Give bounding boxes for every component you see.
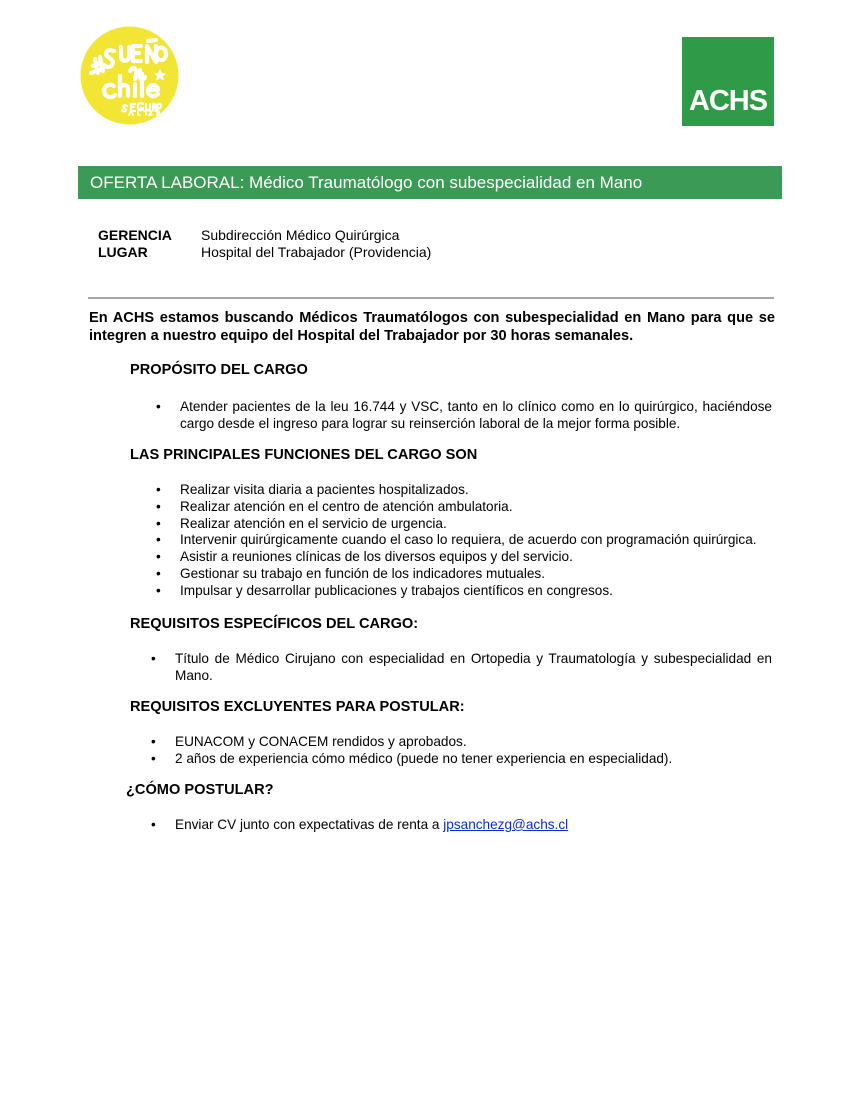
proposito-heading: PROPÓSITO DEL CARGO bbox=[130, 362, 308, 378]
list-item bbox=[156, 582, 780, 600]
meta-gerencia-row bbox=[98, 227, 431, 244]
job-meta bbox=[98, 227, 431, 261]
funciones-list bbox=[156, 482, 780, 600]
meta-lugar-row bbox=[98, 244, 431, 261]
excluyentes-heading: REQUISITOS EXCLUYENTES PARA POSTULAR: bbox=[130, 699, 465, 715]
bullet-icon: • bbox=[156, 482, 161, 497]
list-item bbox=[156, 482, 780, 499]
bullet-icon: • bbox=[156, 582, 161, 598]
list-item bbox=[151, 816, 775, 833]
bullet-icon: • bbox=[151, 751, 156, 766]
list-item bbox=[156, 398, 772, 432]
bullet-icon: • bbox=[156, 549, 161, 565]
especificos-heading: REQUISITOS ESPECÍFICOS DEL CARGO: bbox=[130, 616, 419, 632]
intro-paragraph: En ACHS estamos buscando Médicos Traumatólogos con subespecialidad en Mano para que se integren a nuestro equipo del Hospital del Trabajador por 30 horas semanales. bbox=[89, 310, 775, 344]
list-item-text: Impulsar y desarrollar publicaciones y trabajos científicos en congresos. bbox=[180, 582, 613, 598]
list-item-text: Asistir a reuniones clínicas de los diversos equipos y del servicio. bbox=[180, 549, 573, 565]
bullet-icon: • bbox=[156, 498, 161, 514]
list-item-text: 2 años de experiencia cómo médico (puede no tener experiencia en especialidad). bbox=[175, 751, 673, 766]
list-item bbox=[151, 750, 775, 767]
list-item-text: Intervenir quirúrgicamente cuando el caso lo requiera, de acuerdo con programación quirúrgica. bbox=[180, 532, 757, 548]
list-item-text: Realizar visita diaria a pacientes hospitalizados. bbox=[180, 482, 469, 497]
proposito-list bbox=[156, 398, 772, 432]
list-item-text: Realizar atención en el servicio de urgencia. bbox=[180, 515, 447, 531]
achs-logo-text: ACHS bbox=[688, 85, 768, 117]
list-item-text: Título de Médico Cirujano con especialidad en Ortopedia y Traumatología y subespecialidad en Mano. bbox=[175, 651, 772, 683]
list-item bbox=[151, 733, 775, 750]
bullet-icon: • bbox=[156, 565, 161, 581]
gerencia-value: Subdirección Médico Quirúrgica bbox=[201, 227, 400, 243]
list-item-text: Gestionar su trabajo en función de los indicadores mutuales. bbox=[180, 565, 545, 581]
job-offer-banner: OFERTA LABORAL: Médico Traumatólogo con subespecialidad en Mano bbox=[78, 166, 782, 199]
postular-text: Enviar CV junto con expectativas de renta a bbox=[175, 817, 444, 832]
email-link[interactable]: jpsanchezg@achs.cl bbox=[443, 817, 569, 832]
list-item bbox=[156, 498, 780, 516]
list-item bbox=[156, 515, 780, 533]
gerencia-label: GERENCIA bbox=[98, 227, 172, 243]
list-item-text: Atender pacientes de la leu 16.744 y VSC, tanto en lo clínico como en lo quirúrgico, haciéndose cargo desde el ingreso para lograr su reinserción laboral de la mejor forma posible. bbox=[180, 399, 772, 431]
bullet-icon: • bbox=[151, 651, 156, 666]
list-item bbox=[151, 650, 772, 684]
postular-list bbox=[151, 816, 775, 833]
bullet-icon: • bbox=[156, 399, 161, 414]
excluyentes-list bbox=[151, 733, 775, 767]
list-item bbox=[156, 549, 780, 566]
list-item-text: Realizar atención en el centro de atención ambulatoria. bbox=[180, 498, 513, 514]
lugar-label: LUGAR bbox=[98, 244, 148, 260]
lugar-value: Hospital del Trabajador (Providencia) bbox=[201, 244, 432, 260]
bullet-icon: • bbox=[151, 817, 156, 832]
achs-logo bbox=[682, 37, 774, 126]
bullet-icon: • bbox=[156, 532, 161, 548]
postular-heading: ¿CÓMO POSTULAR? bbox=[126, 782, 274, 798]
list-item bbox=[156, 565, 780, 583]
list-item-text: EUNACOM y CONACEM rendidos y aprobados. bbox=[175, 734, 467, 749]
sueno-chile-logo bbox=[80, 26, 179, 125]
especificos-list bbox=[151, 650, 772, 684]
list-item bbox=[156, 532, 780, 549]
sueno-chile-badge-icon bbox=[80, 26, 179, 125]
bullet-icon: • bbox=[151, 734, 156, 749]
funciones-heading: LAS PRINCIPALES FUNCIONES DEL CARGO SON bbox=[130, 447, 478, 463]
bullet-icon: • bbox=[156, 515, 161, 531]
divider bbox=[88, 297, 774, 299]
